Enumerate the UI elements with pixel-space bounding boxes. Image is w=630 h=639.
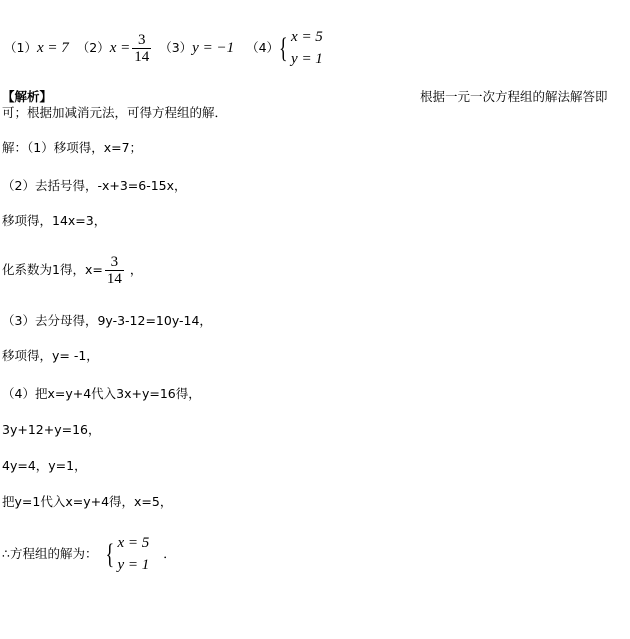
solution-line-4-pre: 化系数为1得，x=	[2, 262, 103, 277]
left-brace: {	[105, 538, 115, 570]
solution-line-9: 4y=4，y=1，	[2, 458, 87, 473]
answer-2-label: （2）	[76, 40, 110, 55]
solution-system-row2: y = 1	[117, 557, 150, 573]
solution-system-row1: x = 5	[117, 535, 150, 551]
answer-1-label: （1）	[4, 40, 37, 55]
solution-line-4-denominator: 14	[106, 270, 122, 287]
analysis-intro-right: 根据一元一次方程组的解法解答即	[420, 89, 608, 104]
solution-line-11-pre: ∴方程组的解为：	[2, 546, 98, 561]
solution-line-7: （4）把x=y+4代入3x+y=16得，	[2, 386, 201, 401]
solution-line-6: 移项得，y= -1，	[2, 348, 99, 363]
solution-line-11	[2, 532, 176, 576]
left-brace: {	[279, 32, 288, 64]
solution-line-4-fraction	[105, 254, 124, 287]
solution-line-8: 3y+12+y=16，	[2, 422, 101, 437]
solution-line-2: （2）去括号得，-x+3=6-15x，	[2, 178, 187, 193]
answer-4-row2: y = 1	[291, 51, 323, 67]
answer-2-fraction	[132, 32, 151, 65]
answer-1-math: x = 7	[36, 40, 69, 56]
analysis-heading: 【解析】	[2, 89, 53, 104]
solution-line-3: 移项得，14x=3，	[2, 213, 107, 228]
solution-line-5: （3）去分母得，9y-3-12=10y-14，	[2, 313, 212, 328]
solution-line-10: 把y=1代入x=y+4得，x=5，	[2, 494, 173, 509]
answer-line	[4, 28, 323, 68]
solution-line-4	[2, 250, 142, 290]
analysis-intro-cont: 可；根据加减消元法，可得方程组的解．	[2, 105, 228, 120]
answer-4-system	[279, 26, 323, 70]
answer-2-numerator: 3	[137, 31, 146, 48]
answer-2-lhs: x =	[109, 40, 131, 56]
solution-line-4-post: ，	[129, 262, 143, 277]
solution-line-1: 解：（1）移项得，x=7；	[2, 140, 143, 155]
answer-4-label: （4）	[246, 40, 280, 55]
answer-3-label: （3）	[159, 40, 193, 55]
answer-3-math: y = −1	[192, 40, 235, 56]
answer-4-row1: x = 5	[291, 29, 323, 45]
solution-line-11-post: ．	[163, 546, 176, 561]
solution-system	[105, 532, 149, 576]
answer-2-denominator: 14	[134, 48, 150, 65]
solution-line-4-numerator: 3	[110, 253, 119, 270]
